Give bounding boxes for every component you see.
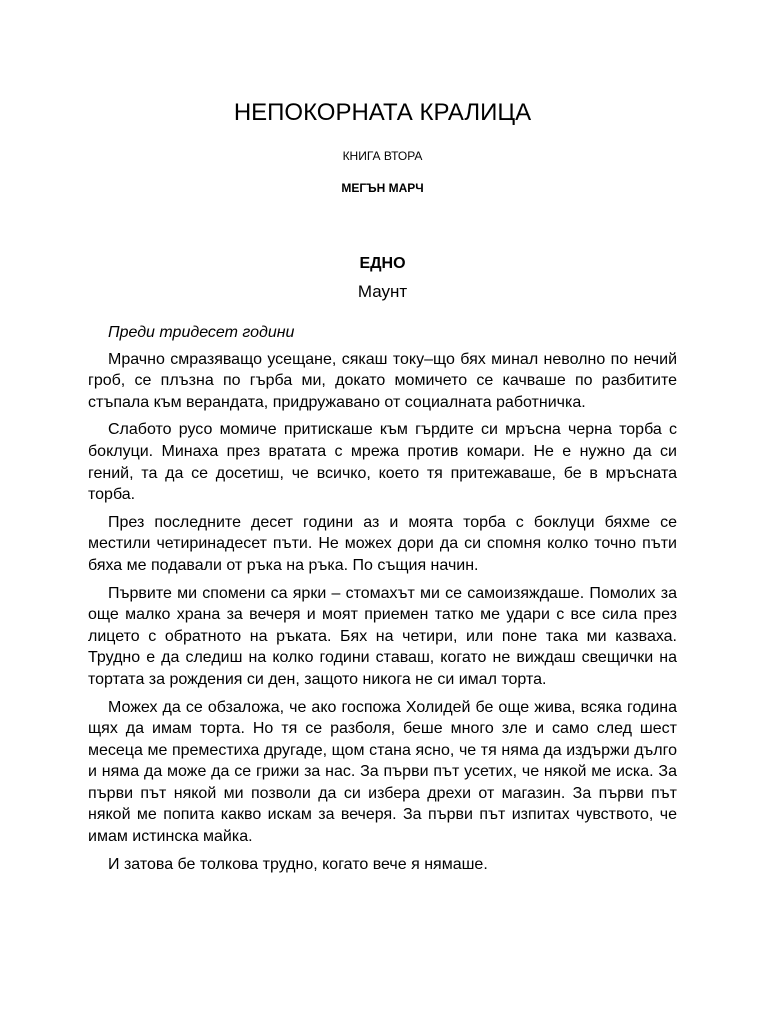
- chapter-number: ЕДНО: [359, 255, 406, 272]
- paragraph: И затова бе толкова трудно, когато вече я нямаше.: [108, 855, 488, 873]
- paragraph: Мрачно смразяващо усещане, сякаш току–що бях минал неволно по нечий гроб, се плъзна по гърба ми, докато момичето се качваше по разбитите стъпала към верандата, придружавано от социалната работничка.: [88, 350, 677, 411]
- chapter-body: [88, 322, 677, 881]
- paragraph: Слабото русо момиче притискаше към гърдите си мръсна черна торба с боклуци. Минаха през вратата с мрежа против комари. Не е нужно да си гений, та да се досетиш, че всичко, което тя притежаваше, бе в мръсната торба.: [88, 421, 677, 504]
- paragraph: През последните десет години аз и моята торба с боклуци бяхме се местили четиринадесет пъти. Не можех дори да си спомня колко точно пъти бяха ме подавали от ръка на ръка. По същия начин.: [88, 513, 677, 574]
- chapter-title: Маунт: [357, 282, 408, 301]
- epigraph: Преди тридесет години: [108, 324, 295, 341]
- author-name: МЕГЪН МАРЧ: [341, 181, 424, 195]
- paragraph: Можех да се обзаложа, че ако госпожа Холидей бе още жива, всяка година щях да имам торта. Но тя се разболя, беше много зле и само след шест месеца ме преместиха другаде, щом стана ясно, че тя няма да издържи дълго и няма да може да се грижи за нас. За първи път усетих, че някой ме иска. За първи път някой ми позволи да си избера дрехи от магазин. За първи път някой ме попита какво искам за вечеря. За първи път изпитах чувството, че имам истинска майка.: [88, 698, 677, 846]
- book-subtitle: КНИГА ВТОРА: [342, 149, 423, 163]
- book-title: НЕПОКОРНАТА КРАЛИЦА: [233, 99, 532, 126]
- paragraph: Първите ми спомени са ярки – стомахът ми се самоизяждаше. Помолих за още малко храна за вечеря и моят приемен татко ме удари с все сила през лицето с обратното на ръката. Бях на четири, или поне така ми казваха. Трудно е да следиш на колко години ставаш, когато не виждаш свещички на тортата за рождения си ден, защото никога не си имал торта.: [88, 584, 677, 688]
